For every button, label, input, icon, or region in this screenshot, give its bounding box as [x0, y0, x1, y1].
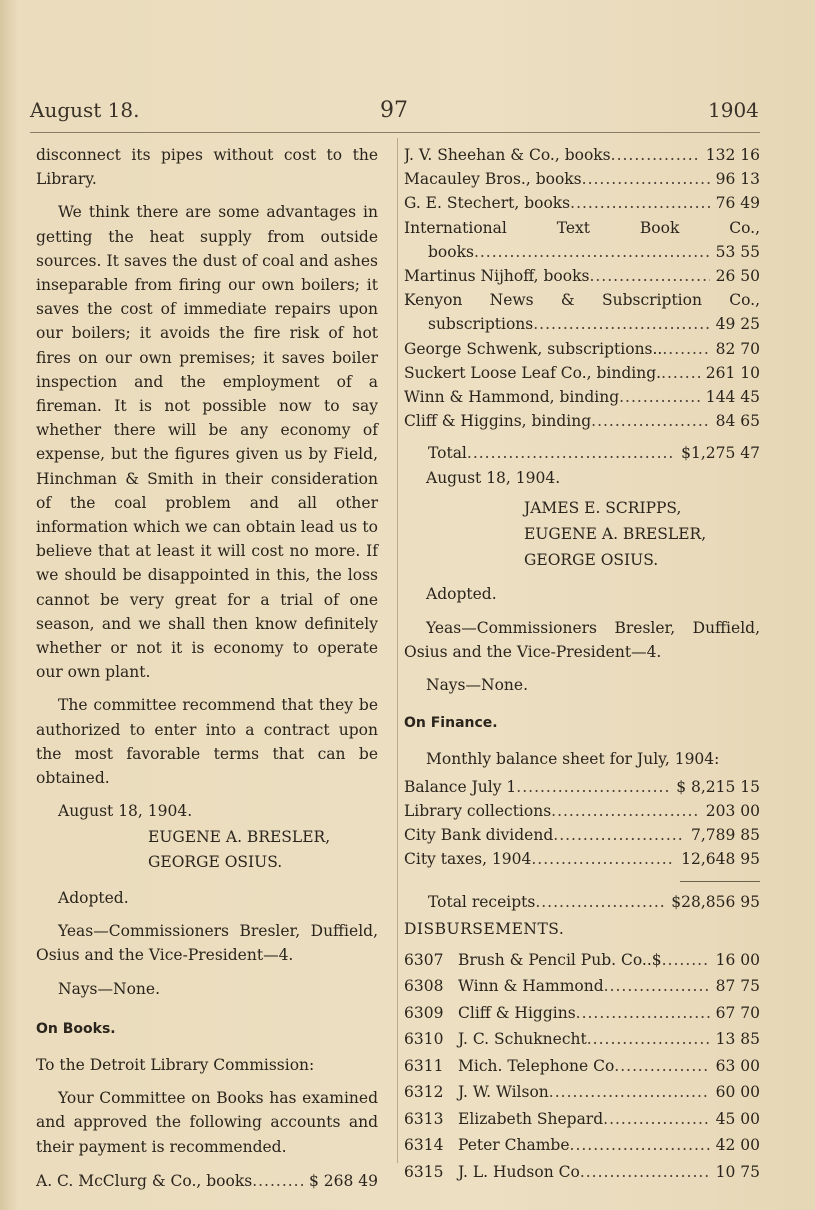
account-row [404, 191, 760, 215]
leader-dots [587, 1026, 710, 1053]
disbursement-row [404, 1079, 760, 1106]
voucher-number: 6311 [404, 1056, 444, 1075]
leader-dots [604, 973, 710, 1000]
receipts-total-row [404, 890, 760, 914]
entry-amount: 7,789 85 [690, 826, 760, 845]
receipt-row [404, 823, 760, 847]
entry-label: Suckert Loose Leaf Co., binding. [404, 363, 662, 382]
nays-text: Nays—None. [58, 979, 160, 998]
signature: EUGENE A. BRESLER, [148, 828, 331, 847]
receipt-row [404, 847, 760, 871]
entry-amount: 13 85 [715, 1030, 760, 1049]
entry-label-line: Kenyon News & Subscription Co., [404, 291, 760, 310]
leader-dots [553, 823, 685, 847]
header-year: 1904 [708, 98, 759, 122]
leader-dots [576, 1000, 710, 1027]
disbursement-row [404, 1000, 760, 1027]
yeas-text: Yeas—Commissioners Bresler, Duffield, Osius and the Vice-President—4. [404, 618, 760, 661]
entry-label: City Bank dividend [404, 826, 554, 845]
entry-amount: 67 70 [715, 1003, 760, 1022]
entry-amount: 87 75 [715, 977, 760, 996]
yeas-text: Yeas—Commissioners Bresler, Duffield, Osius and the Vice-President—4. [36, 922, 378, 965]
nays-text: Nays—None. [426, 676, 528, 695]
disbursement-row [404, 1053, 760, 1080]
entry-amount: 60 00 [715, 1083, 760, 1102]
entry-label: George Schwenk, subscriptions.. [404, 339, 663, 358]
paragraph: Your Committee on Books has examined and approved the following accounts and their payment is recommended. [36, 1089, 378, 1156]
paragraph: The committee recommend that they be authorized to enter into a contract upon the most favorable terms that can be obtained. [36, 696, 378, 788]
voucher-number: 6309 [404, 1003, 444, 1022]
leader-dots [549, 1079, 710, 1106]
receipts-list [404, 775, 760, 872]
leader-dots [614, 1053, 709, 1080]
leader-dots [474, 240, 710, 264]
entry-amount: 203 00 [705, 801, 760, 820]
leader-dots [535, 890, 665, 914]
leader-dots [531, 847, 675, 871]
entry-amount: 132 16 [705, 146, 760, 164]
signature: JAMES E. SCRIPPS, [524, 498, 682, 517]
disbursement-row [404, 1106, 760, 1133]
leader-dots [661, 361, 700, 385]
entry-amount: 49 25 [715, 315, 760, 334]
column-divider [397, 138, 398, 1163]
disbursement-row [404, 947, 760, 974]
account-row [404, 337, 760, 361]
entry-label-line: International Text Book Co., [404, 218, 760, 237]
sum-rule [680, 881, 760, 882]
account-row [404, 385, 760, 409]
right-column [404, 143, 760, 1185]
disbursement-row [404, 1159, 760, 1186]
entry-amount: 45 00 [715, 1109, 760, 1128]
left-column [36, 143, 378, 1193]
entry-amount: 42 00 [715, 1136, 760, 1155]
entry-label: subscriptions [428, 315, 534, 334]
total-row [404, 441, 760, 465]
adopted-text: Adopted. [58, 888, 129, 907]
entry-amount: 96 13 [715, 170, 760, 189]
leader-dots [662, 947, 710, 974]
signature: GEORGE OSIUS. [148, 852, 283, 871]
account-row [404, 361, 760, 385]
entry-label: Brush & Pencil Pub. Co..$ [458, 950, 662, 969]
leader-dots [516, 775, 670, 799]
voucher-number: 6313 [404, 1109, 444, 1128]
entry-label: Winn & Hammond, binding [404, 388, 620, 407]
voucher-number: 6315 [404, 1162, 444, 1181]
entry-amount: 261 10 [705, 363, 760, 382]
leader-dots [570, 191, 709, 215]
paragraph: disconnect its pipes without cost to the Library. [36, 146, 378, 189]
header-date: August 18. [30, 98, 140, 122]
entry-amount: 82 70 [715, 339, 760, 358]
entry-amount: 63 00 [715, 1056, 760, 1075]
leader-dots [582, 167, 710, 191]
leader-dots [591, 409, 709, 433]
entry-label: Mich. Telephone Co [458, 1056, 615, 1075]
disbursement-row [404, 1026, 760, 1053]
section-heading: On Finance. [404, 715, 498, 732]
receipts-total-label: Total receipts [428, 893, 536, 912]
entry-label: G. E. Stechert, books [404, 194, 571, 213]
leader-dots [619, 385, 700, 409]
receipts-total-amount: $28,856 95 [671, 893, 760, 912]
header-rule [30, 132, 760, 133]
account-amount: $ 268 49 [308, 1171, 378, 1190]
entry-amount: 144 45 [705, 388, 760, 407]
section-heading: On Books. [36, 1020, 116, 1037]
entry-label: Cliff & Higgins [458, 1003, 576, 1022]
disbursements-heading: DISBURSEMENTS. [404, 919, 565, 938]
disbursement-row [404, 973, 760, 1000]
leader-dots [662, 337, 709, 361]
entry-amount: 84 65 [715, 412, 760, 431]
leader-dots [611, 143, 700, 167]
entry-label: J. V. Sheehan & Co., books [404, 146, 611, 164]
entry-amount: 53 55 [715, 242, 760, 261]
entry-label: City taxes, 1904 [404, 850, 532, 869]
entry-amount: 16 00 [715, 950, 760, 969]
adopted-text: Adopted. [426, 585, 497, 604]
account-row [36, 1169, 378, 1193]
entry-label: Peter Chambe [458, 1136, 570, 1155]
leader-dots [589, 264, 709, 288]
entry-label: Elizabeth Shepard [458, 1109, 604, 1128]
signature: EUGENE A. BRESLER, [524, 525, 707, 544]
signature: GEORGE OSIUS. [524, 551, 659, 570]
disbursements-list [404, 947, 760, 1186]
voucher-number: 6307 [404, 950, 444, 969]
entry-label: Macauley Bros., books [404, 170, 582, 189]
report-date: August 18, 1904. [426, 468, 561, 487]
total-label: Total [428, 444, 467, 463]
receipt-row [404, 775, 760, 799]
account-row [404, 264, 760, 288]
salutation: To the Detroit Library Commission: [36, 1055, 315, 1074]
leader-dots [603, 1106, 709, 1133]
leader-dots [570, 1132, 710, 1159]
balance-title: Monthly balance sheet for July, 1904: [426, 750, 720, 769]
entry-label: J. W. Wilson [458, 1083, 549, 1102]
leader-dots [467, 441, 675, 465]
entry-label: Winn & Hammond [458, 977, 604, 996]
account-row [404, 143, 760, 167]
page-number: 97 [380, 98, 408, 123]
leader-dots [252, 1169, 303, 1193]
entry-amount: 76 49 [715, 194, 760, 213]
voucher-number: 6308 [404, 977, 444, 996]
voucher-number: 6314 [404, 1136, 444, 1155]
entry-label: books [428, 242, 474, 261]
voucher-number: 6312 [404, 1083, 444, 1102]
entry-amount: $ 8,215 15 [676, 777, 760, 796]
report-date: August 18, 1904. [58, 802, 193, 821]
entry-label: J. L. Hudson Co [458, 1162, 580, 1181]
entry-label: Balance July 1 [404, 777, 517, 796]
leader-dots [533, 312, 709, 336]
account-row [404, 409, 760, 433]
account-label: A. C. McClurg & Co., books [36, 1171, 253, 1190]
account-row [404, 312, 760, 336]
entry-label: J. C. Schuknecht [458, 1030, 587, 1049]
account-row [404, 167, 760, 191]
entry-amount: 10 75 [715, 1162, 760, 1181]
entry-amount: 26 50 [715, 267, 760, 286]
disbursement-row [404, 1132, 760, 1159]
entry-label: Martinus Nijhoff, books [404, 267, 590, 286]
receipt-row [404, 799, 760, 823]
leader-dots [580, 1159, 710, 1186]
entry-label: Cliff & Higgins, binding [404, 412, 592, 431]
paragraph: We think there are some advantages in getting the heat supply from outside sources. It saves the dust of coal and ashes inseparable from firing our own boilers; it saves the cost of immediate repairs upon our boilers; it avoids the fire risk of hot fires on our own premises; it saves boiler inspection and the employment of a fireman. It is not possible now to say whether there will be any economy of expense, but the figures given us by Field, Hinchman & Smith in their consideration of the coal problem and all other information which we can obtain lead us to believe that at least it will cost no more. If we should be disappointed in this, the loss cannot be very great for a trial of one season, and we shall then know definitely whether or not it is economy to operate our own plant. [36, 203, 378, 682]
voucher-number: 6310 [404, 1030, 444, 1049]
entry-label: Library collections [404, 801, 552, 820]
entry-amount: 12,648 95 [681, 850, 760, 869]
leader-dots [551, 799, 700, 823]
account-row [404, 240, 760, 264]
total-amount: $1,275 47 [681, 444, 760, 463]
accounts-list [404, 143, 760, 433]
